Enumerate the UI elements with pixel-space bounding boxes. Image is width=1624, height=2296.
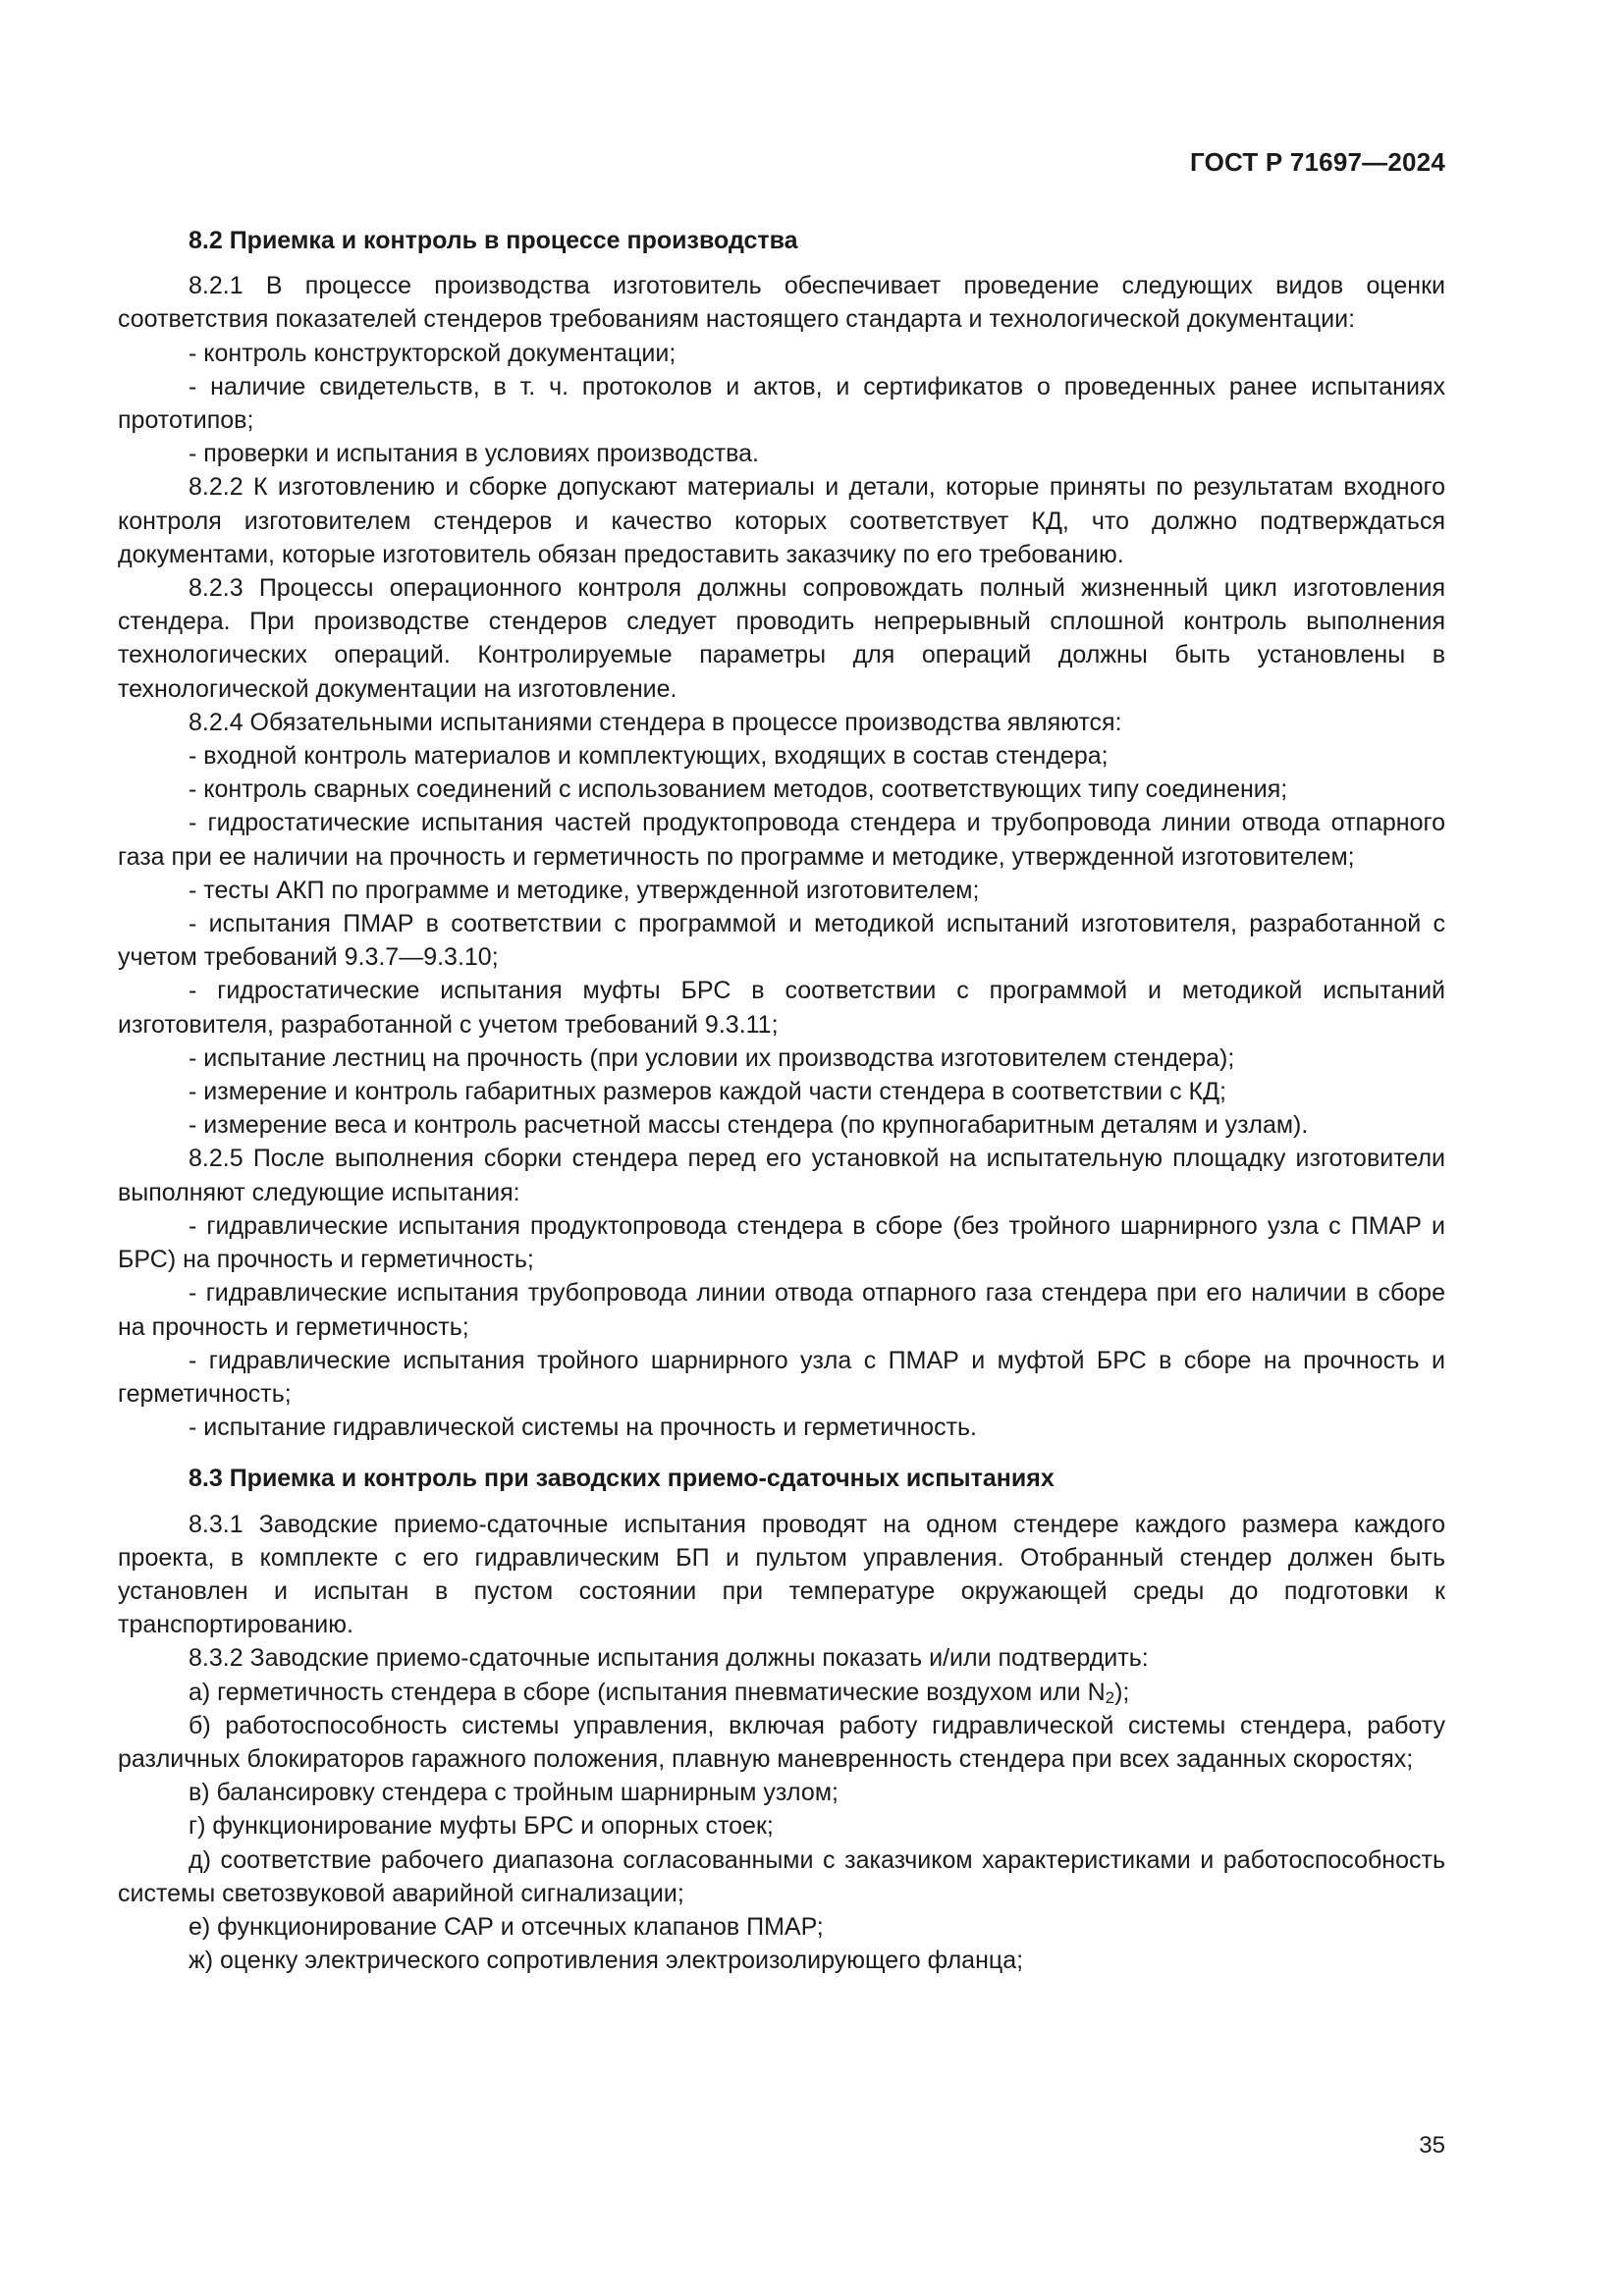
list-item: - испытание гидравлической системы на прочность и герметичность. [189, 1414, 978, 1442]
section-8-3-title: 8.3 Приемка и контроль при заводских приемо-сдаточных испытаниях [189, 1465, 1055, 1493]
section-8-2-title: 8.2 Приемка и контроль в процессе производства [189, 227, 798, 254]
list-item: - наличие свидетельств, в т. ч. протоколов и актов, и сертификатов о проведенных ранее испытаниях прототипов; [118, 372, 1445, 435]
list-item-a-text: а) герметичность стендера в сборе (испытания пневматические воздухом или N [189, 1678, 1106, 1706]
list-item: - гидравлические испытания трубопровода линии отвода отпарного газа стендера при его наличии в сборе на прочность и герметичность; [118, 1279, 1445, 1341]
list-item-a-end: ); [1114, 1678, 1130, 1706]
subscript: 2 [1105, 1687, 1115, 1707]
list-item: в) балансировку стендера с тройным шарнирным узлом; [189, 1779, 839, 1807]
list-item: г) функционирование муфты БРС и опорных стоек; [189, 1812, 774, 1841]
list-item: д) соответствие рабочего диапазона согласованными с заказчиком характеристиками и работоспособность системы светозвуковой аварийной сигнализации; [118, 1845, 1445, 1907]
list-item: ж) оценку электрического сопротивления электроизолирующего фланца; [189, 1947, 1024, 1975]
list-item: - контроль конструкторской документации; [189, 339, 677, 367]
list-item: - гидростатические испытания муфты БРС в соответствии с программой и методикой испытаний изготовителя, разработанной с учетом требований 9.3.11; [118, 977, 1445, 1039]
list-item: - испытание лестниц на прочность (при условии их производства изготовителем стендера); [189, 1043, 1235, 1072]
document-body [118, 224, 1445, 1977]
paragraph-8-2-3: 8.2.3 Процессы операционного контроля должны сопровождать полный жизненный цикл изготовления стендера. При производстве стендеров следует проводить непрерывный сплошной контроль выполнения технологических операций. Контролируемые параметры для операций должны быть установлены в технологической документации на изготовление. [118, 574, 1445, 703]
list-item: е) функционирование САР и отсечных клапанов ПМАР; [189, 1912, 824, 1941]
paragraph-8-2-2: 8.2.2 К изготовлению и сборке допускают материалы и детали, которые приняты по результатам входного контроля изготовителем стендеров и качество которых соответствует КД, что должно подтверждаться документами, которые изготовитель обязан предоставить заказчику по его требованию. [118, 473, 1445, 568]
list-item: - контроль сварных соединений с использованием методов, соответствующих типу соединения; [189, 775, 1288, 804]
paragraph-8-3-2: 8.3.2 Заводские приемо-сдаточные испытания должны показать и/или подтвердить: [189, 1644, 1149, 1673]
list-item: - тесты АКП по программе и методике, утвержденной изготовителем; [189, 876, 980, 904]
page-number: 35 [1419, 2132, 1445, 2159]
list-item: - гидравлические испытания продуктопровода стендера в сборе (без тройного шарнирного узла с ПМАР и БРС) на прочность и герметичность; [118, 1211, 1445, 1274]
list-item: - испытания ПМАР в соответствии с программой и методикой испытаний изготовителя, разработанной с учетом требований 9.3.7—9.3.10; [118, 910, 1445, 972]
paragraph-8-3-1: 8.3.1 Заводские приемо-сдаточные испытания проводят на одном стендере каждого размера каждого проекта, в комплекте с его гидравлическим БП и пультом управления. Отобранный стендер должен быть установлен и испытан в пустом состоянии при температуре окружающей среды до подготовки к транспортированию. [118, 1510, 1445, 1639]
list-item: - измерение и контроль габаритных размеров каждой части стендера в соответствии с КД; [189, 1078, 1226, 1106]
list-item: - входной контроль материалов и комплектующих, входящих в состав стендера; [189, 742, 1109, 771]
list-item: - гидравлические испытания тройного шарнирного узла с ПМАР и муфтой БРС в сборе на прочность и герметичность; [118, 1346, 1445, 1408]
document-header: ГОСТ Р 71697—2024 [1190, 147, 1445, 177]
paragraph-8-2-1: 8.2.1 В процессе производства изготовитель обеспечивает проведение следующих видов оценки соответствия показателей стендеров требованиям настоящего стандарта и технологической документации: [118, 272, 1445, 334]
paragraph-8-2-5: 8.2.5 После выполнения сборки стендера перед его установкой на испытательную площадку изготовители выполняют следующие испытания: [118, 1145, 1445, 1206]
list-item-a [118, 1676, 1445, 1709]
list-item: - проверки и испытания в условиях производства. [189, 440, 759, 468]
list-item: - измерение веса и контроль расчетной массы стендера (по крупногабаритным деталям и узлам). [189, 1111, 1309, 1140]
list-item: б) работоспособность системы управления, включая работу гидравлической системы стендера, работу различных блокираторов гаражного положения, плавную маневренность стендера при всех заданных скоростях; [118, 1711, 1445, 1773]
paragraph-8-2-4: 8.2.4 Обязательными испытаниями стендера в процессе производства являются: [189, 708, 1122, 736]
list-item: - гидростатические испытания частей продуктопровода стендера и трубопровода линии отвода отпарного газа при ее наличии на прочность и герметичность по программе и методике, утвержденной изготовителем; [118, 809, 1445, 871]
